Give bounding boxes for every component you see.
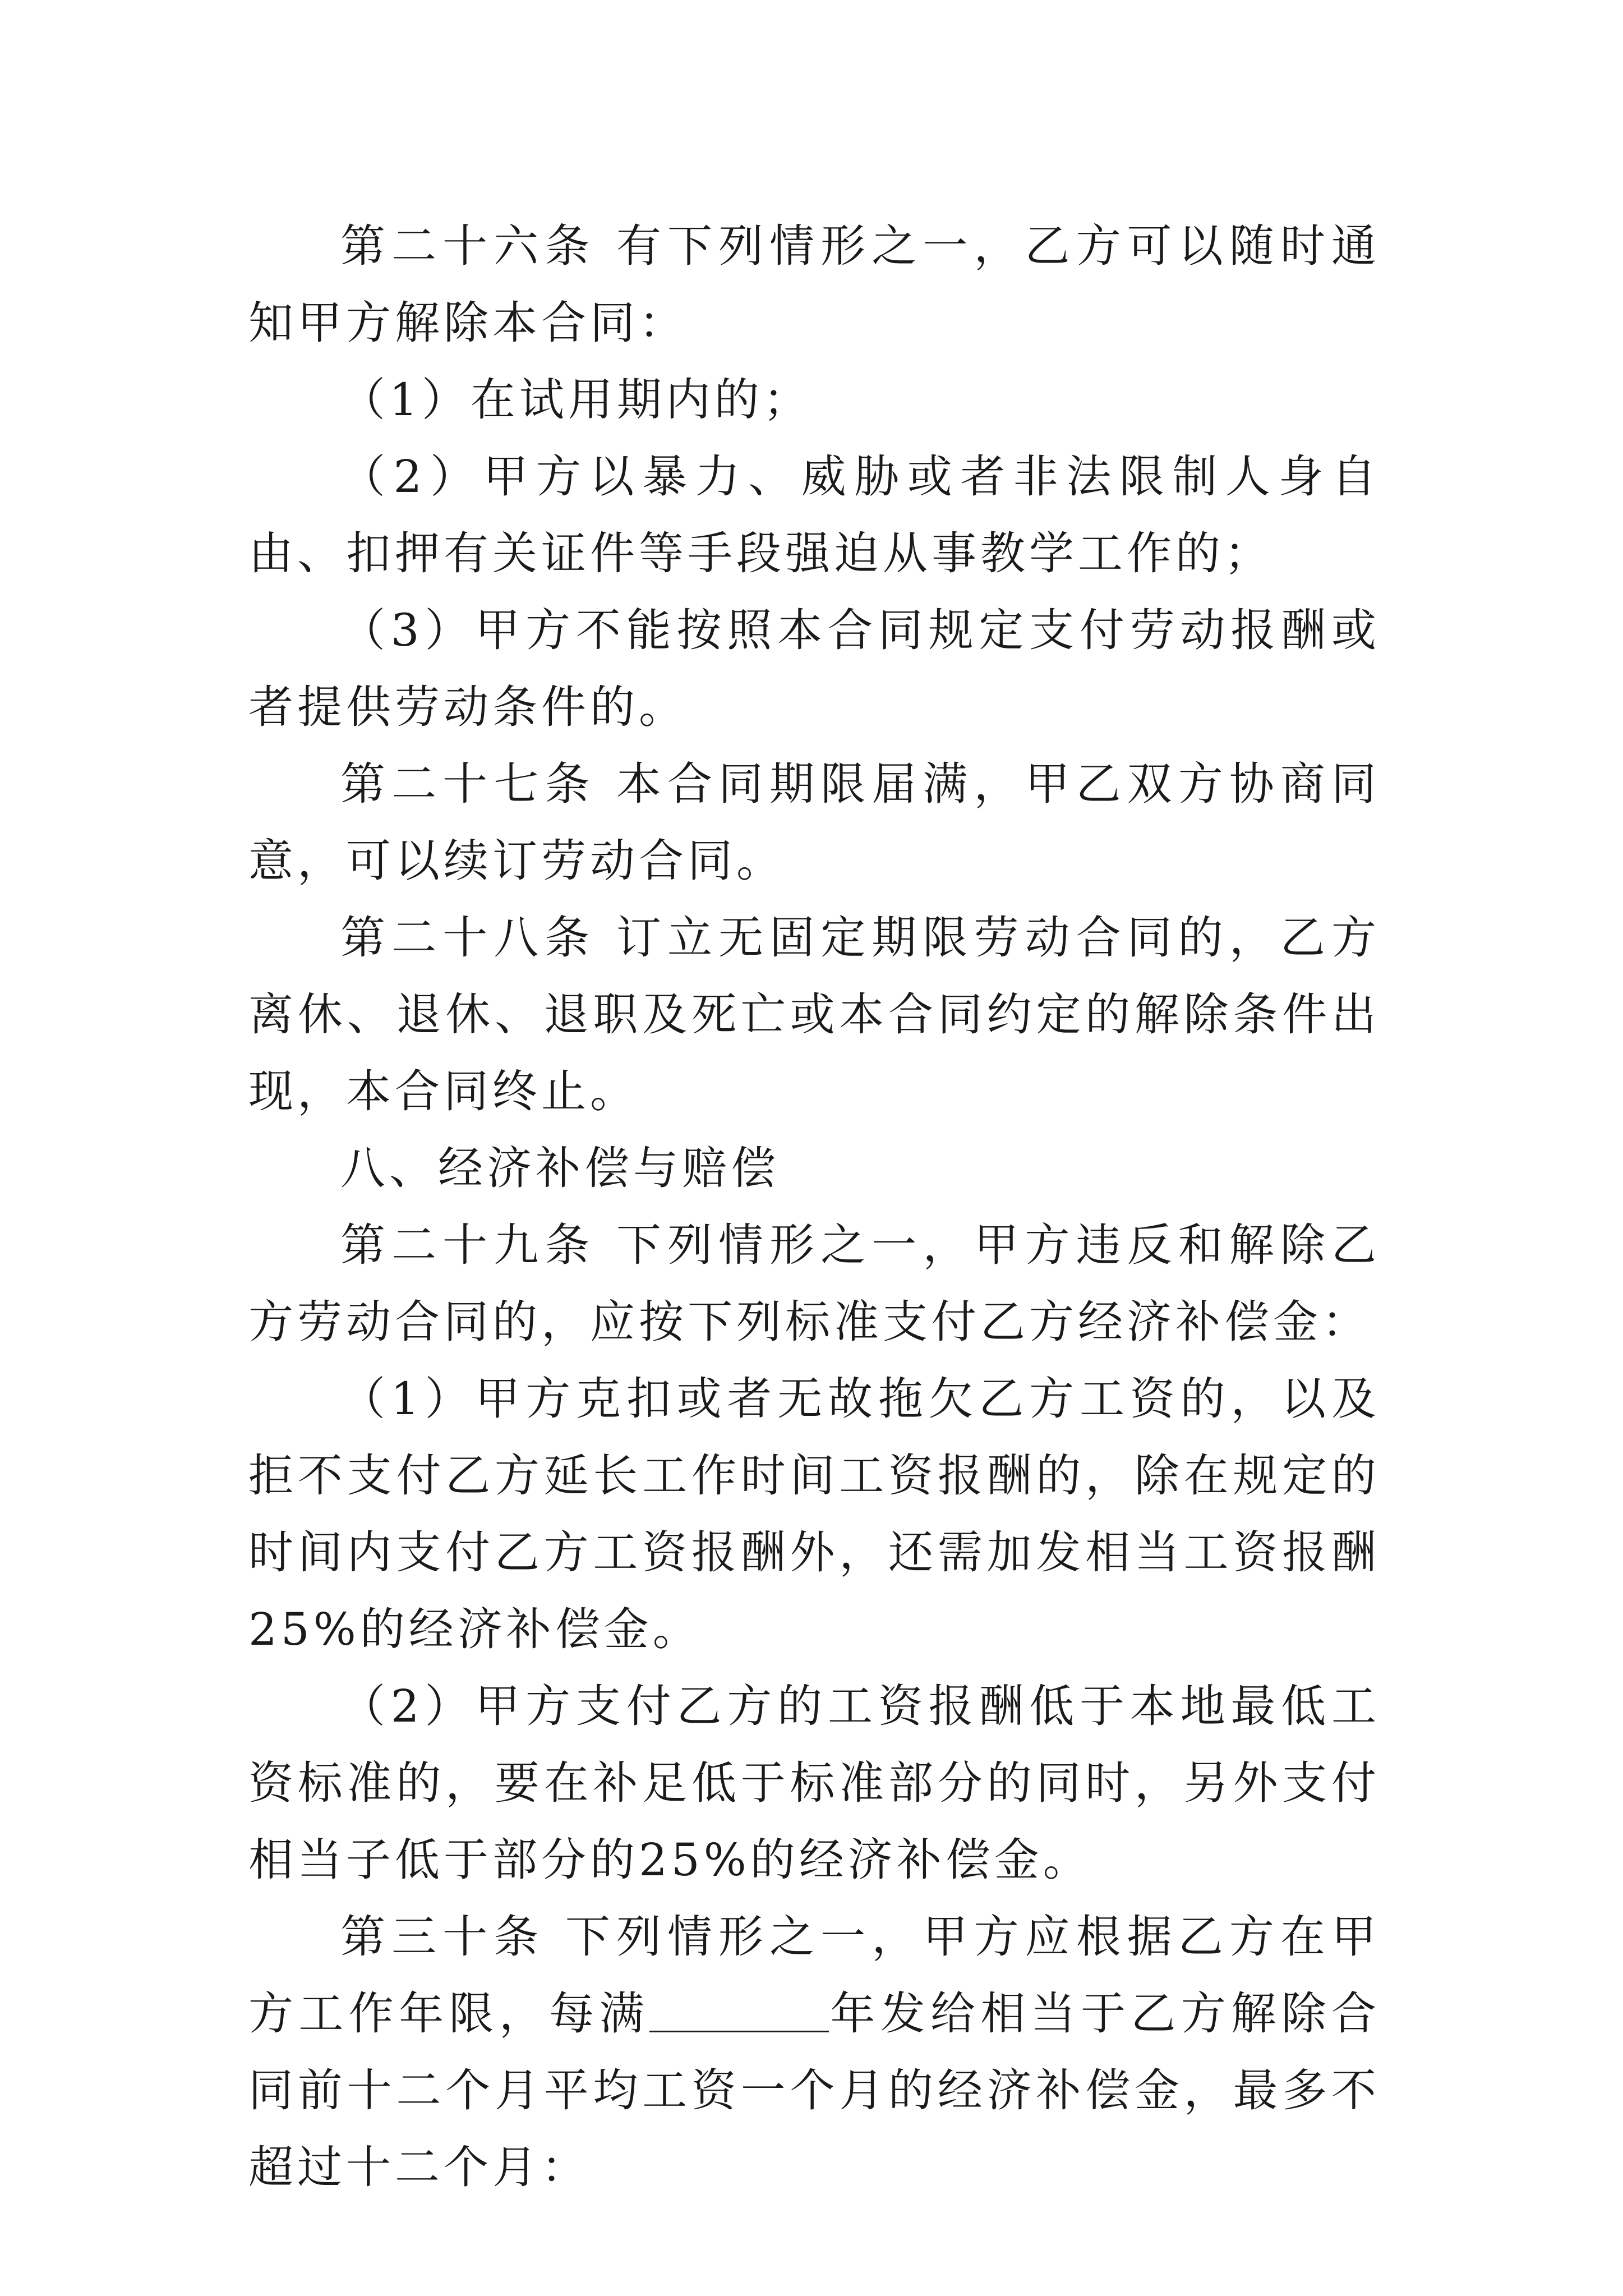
article-30 [248,1898,1380,2206]
article-27-heading: 第二十七条 [340,758,596,810]
article-26-text: 有下列情形之一，乙方可以随时通知甲方解除本合同： [248,220,1380,349]
article-29 [248,1207,1380,1360]
article-29-heading: 第二十九条 [340,1219,596,1271]
article-28-heading: 第二十八条 [340,912,596,964]
article-26-item-2: （2）甲方以暴力、威胁或者非法限制人身自由、扣押有关证件等手段强迫从事教学工作的； [248,450,1380,579]
article-30-text-before: 下列情形之一，甲方应根据乙方在甲方工作年限，每满 [248,1911,1380,2040]
article-29-item-1: （1）甲方克扣或者无故拖欠乙方工资的，以及拒不支付乙方延长工作时间工资报酬的，除在规定的时间内支付乙方工资报酬外，还需加发相当工资报酬25%的经济补偿金。 [248,1373,1380,1655]
article-26 [248,208,1380,361]
article-28-text: 订立无固定期限劳动合同的，乙方离休、退休、退职及死亡或本合同约定的解除条件出现，本合同终止。 [248,912,1380,1117]
article-29-text: 下列情形之一，甲方违反和解除乙方劳动合同的，应按下列标准支付乙方经济补偿金： [248,1219,1380,1348]
article-27-text: 本合同期限届满，甲乙双方协商同意，可以续订劳动合同。 [248,758,1380,887]
article-30-heading: 第三十条 [340,1911,545,1963]
fill-in-blank-years[interactable] [649,1986,829,2032]
article-29-item-2: （2）甲方支付乙方的工资报酬低于本地最低工资标准的，要在补足低于标准部分的同时，另外支付相当子低于部分的25%的经济补偿金。 [248,1680,1380,1886]
article-26-item-3: （3）甲方不能按照本合同规定支付劳动报酬或者提供劳动条件的。 [248,604,1380,733]
article-30-text-after: 年发给相当于乙方解除合同前十二个月平均工资一个月的经济补偿金，最多不超过十二个月： [248,1987,1381,2193]
article-26-heading: 第二十六条 [340,220,596,272]
article-28 [248,899,1380,1130]
document-body [248,208,1380,2206]
article-26-item-1: （1）在试用期内的； [340,374,812,426]
article-27 [248,746,1380,899]
section-8-title: 八、经济补偿与赔偿 [340,1142,780,1194]
